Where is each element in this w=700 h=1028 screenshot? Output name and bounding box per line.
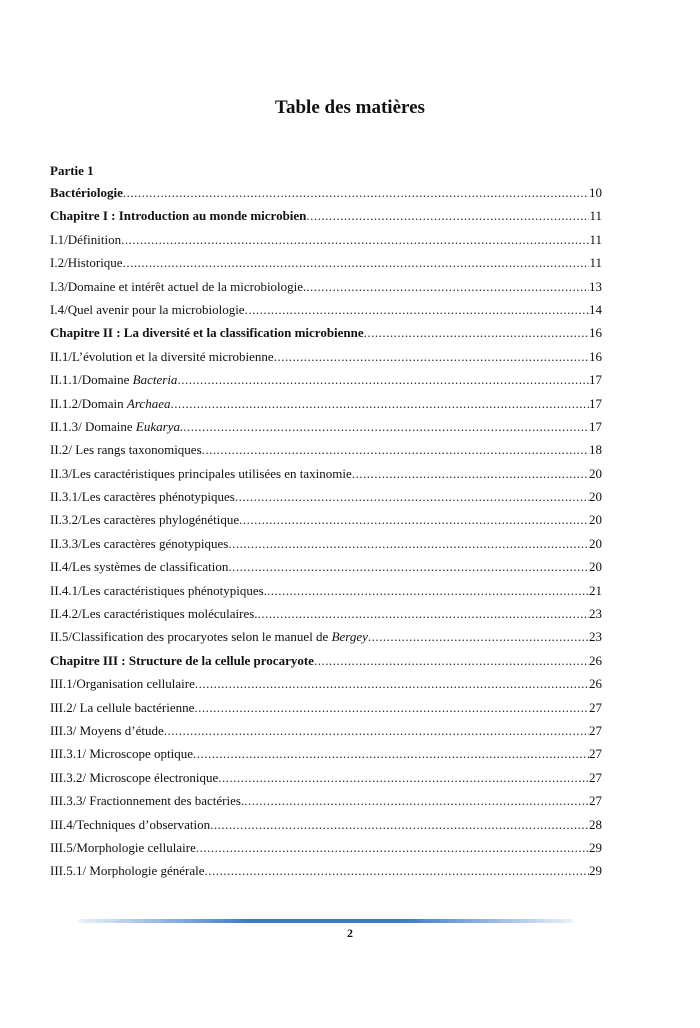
toc-entry-page: 17: [589, 395, 602, 411]
toc-entry[interactable]: [50, 859, 602, 882]
toc-entry-page: 23: [589, 606, 602, 622]
toc-entry-label: I.3/Domaine et intérêt actuel de la microbiologie.: [50, 278, 307, 294]
toc-entry-label: Chapitre II : La diversité et la classification microbienne: [50, 325, 364, 341]
toc-entry-label: II.4/Les systèmes de classification: [50, 559, 229, 575]
toc-entry-label: Chapitre III : Structure de la cellule procaryote: [50, 652, 314, 668]
toc-entry-page: 27: [589, 699, 602, 715]
dot-leader: [228, 532, 589, 555]
dot-leader: [244, 789, 589, 812]
dot-leader: [368, 625, 589, 648]
toc-entry[interactable]: [50, 625, 602, 648]
toc-entry[interactable]: [50, 462, 602, 485]
toc-entry-page: 11: [589, 208, 602, 224]
toc-entry-label: III.3.1/ Microscope optique: [50, 746, 193, 762]
toc-entry[interactable]: [50, 719, 602, 742]
toc-entry-page: 11: [589, 231, 602, 247]
dot-leader: [193, 742, 589, 765]
toc-entry-label: II.5/Classification des procaryotes selon le manuel de Bergey: [50, 629, 368, 645]
dot-leader: [123, 251, 590, 274]
toc-entry[interactable]: [50, 813, 602, 836]
toc-entry-label: II.3.1/Les caractères phénotypiques: [50, 489, 235, 505]
toc-entry-page: 21: [589, 582, 602, 598]
toc-entry[interactable]: [50, 742, 602, 765]
toc-entry-page: 20: [589, 465, 602, 481]
toc-entry-page: 16: [589, 348, 602, 364]
toc-entry-page: 16: [589, 325, 602, 341]
toc-entry-label: II.3/Les caractéristiques principales utilisées en taxinomie: [50, 465, 352, 481]
toc-entry-page: 17: [589, 418, 602, 434]
toc-entry[interactable]: [50, 298, 602, 321]
toc-entry[interactable]: [50, 649, 602, 672]
toc-entry-italic-term: Archaea: [126, 395, 171, 411]
dot-leader: [364, 321, 589, 344]
dot-leader: [228, 555, 589, 578]
dot-leader: [183, 415, 589, 438]
dot-leader: [196, 836, 589, 859]
dot-leader: [258, 602, 589, 625]
toc-entry-label: I.4/Quel avenir pour la microbiologie: [50, 301, 245, 317]
toc-entry-label: II.4.2/Les caractéristiques moléculaires.: [50, 606, 258, 622]
dot-leader: [314, 649, 589, 672]
toc-entry-label: III.3.3/ Fractionnement des bactéries.: [50, 793, 245, 809]
toc-entry-label: II.3.3/Les caractères génotypiques: [50, 535, 229, 551]
footer-divider: [78, 919, 573, 923]
toc-entry-label: II.1/L’évolution et la diversité microbienne: [50, 348, 274, 364]
toc-entry-italic-term: Bergey: [331, 629, 368, 645]
toc-entry-label: II.1.1/Domaine Bacteria: [50, 372, 178, 388]
toc-entry-page: 29: [589, 863, 602, 879]
dot-leader: [352, 462, 589, 485]
dot-leader: [194, 696, 589, 719]
toc-entry-label: II.2/ Les rangs taxonomiques: [50, 442, 202, 458]
toc-entry-label: III.3/ Moyens d’étude: [50, 722, 164, 738]
toc-entry-page: 27: [589, 793, 602, 809]
dot-leader: [202, 438, 589, 461]
dot-leader: [210, 813, 589, 836]
toc-entry-page: 27: [589, 746, 602, 762]
toc-entry-label: III.5/Morphologie cellulaire: [50, 839, 196, 855]
toc-entry-page: 13: [589, 278, 602, 294]
toc-entry-italic-term: Bacteria: [132, 372, 178, 388]
toc-entry-label: II.1.2/Domain Archaea: [50, 395, 171, 411]
toc-entry[interactable]: [50, 368, 602, 391]
dot-leader: [239, 508, 589, 531]
toc-entry[interactable]: [50, 532, 602, 555]
toc-entry[interactable]: [50, 672, 602, 695]
dot-leader: [267, 579, 589, 602]
dot-leader: [170, 392, 589, 415]
toc-entry[interactable]: [50, 321, 602, 344]
page-title: Table des matières: [275, 97, 425, 118]
toc-entry-label: I.1/Définition: [50, 231, 122, 247]
dot-leader: [306, 275, 589, 298]
toc-entry-page: 11: [589, 255, 602, 271]
toc-entry[interactable]: [50, 438, 602, 461]
toc-entry-label: III.3.2/ Microscope électronique: [50, 769, 219, 785]
dot-leader: [274, 345, 589, 368]
toc-entry[interactable]: [50, 602, 602, 625]
toc-entry-label: I.2/Historique: [50, 255, 123, 271]
dot-leader: [164, 719, 589, 742]
dot-leader: [245, 298, 589, 321]
table-of-contents: [50, 181, 602, 883]
toc-entry[interactable]: [50, 415, 602, 438]
toc-entry-page: 20: [589, 512, 602, 528]
toc-entry[interactable]: [50, 836, 602, 859]
toc-entry-page: 26: [589, 652, 602, 668]
dot-leader: [235, 485, 589, 508]
toc-entry-label: III.5.1/ Morphologie générale: [50, 863, 205, 879]
toc-entry[interactable]: [50, 275, 602, 298]
dot-leader: [123, 181, 589, 204]
dot-leader: [177, 368, 589, 391]
toc-entry-page: 10: [589, 185, 602, 200]
toc-entry[interactable]: [50, 204, 602, 227]
toc-entry-page: 23: [589, 629, 602, 645]
page-number: 2: [347, 926, 353, 940]
toc-entry-label: III.2/ La cellule bactérienne: [50, 699, 195, 715]
toc-entry-label: Bactériologie: [50, 185, 123, 200]
toc-entry-page: 27: [589, 769, 602, 785]
toc-entry-label: II.4.1/Les caractéristiques phénotypiques.: [50, 582, 267, 598]
toc-entry-label: III.4/Techniques d’observation: [50, 816, 211, 832]
toc-entry[interactable]: [50, 508, 602, 531]
toc-entry[interactable]: [50, 766, 602, 789]
toc-entry-label: III.1/Organisation cellulaire: [50, 676, 195, 692]
toc-entry[interactable]: [50, 251, 602, 274]
toc-entry-page: 20: [589, 535, 602, 551]
toc-entry-page: 17: [589, 372, 602, 388]
dot-leader: [195, 672, 589, 695]
toc-entry-page: 14: [589, 301, 602, 317]
toc-entry[interactable]: [50, 392, 602, 415]
part-label: Partie 1: [50, 163, 94, 178]
toc-entry[interactable]: [50, 555, 602, 578]
toc-entry-page: 20: [589, 489, 602, 505]
toc-entry-page: 20: [589, 559, 602, 575]
toc-entry-page: 18: [589, 442, 602, 458]
toc-entry-page: 28: [589, 816, 602, 832]
toc-entry-page: 29: [589, 839, 602, 855]
toc-entry[interactable]: [50, 345, 602, 368]
toc-entry-page: 27: [589, 722, 602, 738]
toc-entry-label: II.1.3/ Domaine Eukarya.: [50, 418, 184, 434]
toc-entry[interactable]: [50, 228, 602, 251]
toc-entry-label: Chapitre I : Introduction au monde microbien: [50, 208, 307, 224]
toc-entry-label: II.3.2/Les caractères phylogénétique: [50, 512, 240, 528]
dot-leader: [205, 859, 589, 882]
dot-leader: [218, 766, 589, 789]
toc-entry[interactable]: [50, 181, 602, 204]
toc-entry[interactable]: [50, 696, 602, 719]
toc-entry-page: 26: [589, 676, 602, 692]
toc-entry[interactable]: [50, 579, 602, 602]
dot-leader: [121, 228, 589, 251]
toc-entry[interactable]: [50, 485, 602, 508]
dot-leader: [306, 204, 589, 227]
toc-entry[interactable]: [50, 789, 602, 812]
toc-entry-italic-term: Eukarya.: [135, 418, 184, 434]
